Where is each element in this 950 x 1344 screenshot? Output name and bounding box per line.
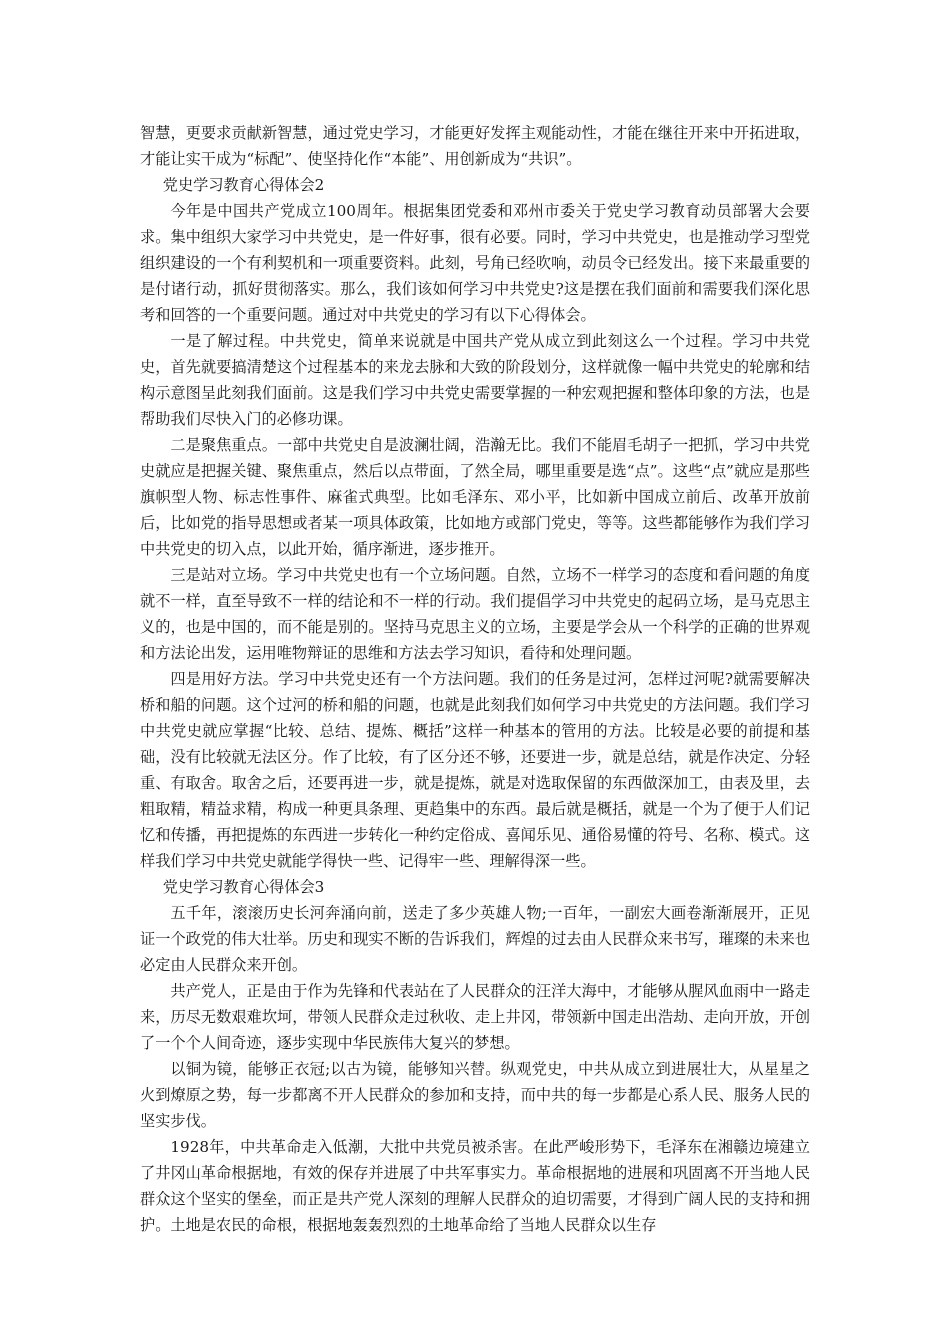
section-heading-2: 党史学习教育心得体会2 (162, 176, 325, 194)
paragraph: 三是站对立场。学习中共党史也有一个立场问题。自然，立场不一样学习的态度和看问题的角度就不一样，直至导致不一样的结论和不一样的行动。我们提倡学习中共党史的起码立场，是马克思主义的，也是中国的，而不能是别的。坚持马克思主义的立场，主要是学会从一个科学的正确的世界观和方法论出发，运用唯物辩证的思维和方法去学习知识，看待和处理问题。 (140, 566, 810, 662)
paragraph: 以铜为镜，能够正衣冠;以古为镜，能够知兴替。纵观党史，中共从成立到进展壮大，从星星之火到燎原之势，每一步都离不开人民群众的参加和支持，而中共的每一步都是心系人民、服务人民的坚实步伐。 (140, 1060, 810, 1130)
section-heading-3: 党史学习教育心得体会3 (162, 878, 325, 896)
paragraph: 1928年，中共革命走入低潮，大批中共党员被杀害。在此严峻形势下，毛泽东在湘赣边境建立了井冈山革命根据地，有效的保存并进展了中共军事实力。革命根据地的进展和巩固离不开当地人民群众这个坚实的堡垒，而正是共产党人深刻的理解人民群众的迫切需要，才得到广阔人民的支持和拥护。土地是农民的命根，根据地轰轰烈烈的土地革命给了当地人民群众以生存 (140, 1138, 810, 1234)
paragraph-continued: 智慧，更要求贡献新智慧，通过党史学习，才能更好发挥主观能动性，才能在继往开来中开拓进取，才能让实干成为“标配”、使坚持化作“本能”、用创新成为“共识”。 (140, 124, 810, 168)
paragraph: 一是了解过程。中共党史，简单来说就是中国共产党从成立到此刻这么一个过程。学习中共党史，首先就要搞清楚这个过程基本的来龙去脉和大致的阶段划分，这样就像一幅中共党史的轮廓和结构示意图呈此刻我们面前。这是我们学习中共党史需要掌握的一种宏观把握和整体印象的方法，也是帮助我们尽快入门的必修功课。 (140, 332, 810, 428)
paragraph: 二是聚焦重点。一部中共党史自是波澜壮阔，浩瀚无比。我们不能眉毛胡子一把抓，学习中共党史就应是把握关键、聚焦重点，然后以点带面，了然全局，哪里重要是选“点”。这些“点”就应是那些旗帜型人物、标志性事件、麻雀式典型。比如毛泽东、邓小平，比如新中国成立前后、改革开放前后，比如党的指导思想或者某一项具体政策，比如地方或部门党史，等等。这些都能够作为我们学习中共党史的切入点，以此开始，循序渐进，逐步推开。 (140, 436, 810, 558)
document-page (140, 120, 810, 1238)
paragraph: 共产党人，正是由于作为先锋和代表站在了人民群众的汪洋大海中，才能够从腥风血雨中一路走来，历尽无数艰难坎坷，带领人民群众走过秋收、走上井冈，带领新中国走出浩劫、走向开放，开创了一个个人间奇迹，逐步实现中华民族伟大复兴的梦想。 (140, 982, 810, 1052)
paragraph: 五千年，滚滚历史长河奔涌向前，送走了多少英雄人物;一百年，一副宏大画卷渐渐展开，正见证一个政党的伟大壮举。历史和现实不断的告诉我们，辉煌的过去由人民群众来书写，璀璨的未来也必定由人民群众来开创。 (140, 904, 810, 974)
paragraph: 今年是中国共产党成立100周年。根据集团党委和邓州市委关于党史学习教育动员部署大会要求。集中组织大家学习中共党史，是一件好事，很有必要。同时，学习中共党史，也是推动学习型党组织建设的一个有利契机和一项重要资料。此刻，号角已经吹响，动员令已经发出。接下来最重要的是付诸行动，抓好贯彻落实。那么，我们该如何学习中共党史?这是摆在我们面前和需要我们深化思考和回答的一个重要问题。通过对中共党史的学习有以下心得体会。 (140, 202, 810, 324)
paragraph: 四是用好方法。学习中共党史还有一个方法问题。我们的任务是过河，怎样过河呢?就需要解决桥和船的问题。这个过河的桥和船的问题，也就是此刻我们如何学习中共党史的方法问题。我们学习中共党史就应掌握“比较、总结、提炼、概括”这样一种基本的管用的方法。比较是必要的前提和基础，没有比较就无法区分。作了比较，有了区分还不够，还要进一步，就是总结，就是作决定、分轻重、有取舍。取舍之后，还要再进一步，就是提炼，就是对选取保留的东西做深加工，由表及里，去粗取精，精益求精，构成一种更具条理、更趋集中的东西。最后就是概括，就是一个为了便于人们记忆和传播，再把提炼的东西进一步转化一种约定俗成、喜闻乐见、通俗易懂的符号、名称、模式。这样我们学习中共党史就能学得快一些、记得牢一些、理解得深一些。 (140, 670, 810, 870)
